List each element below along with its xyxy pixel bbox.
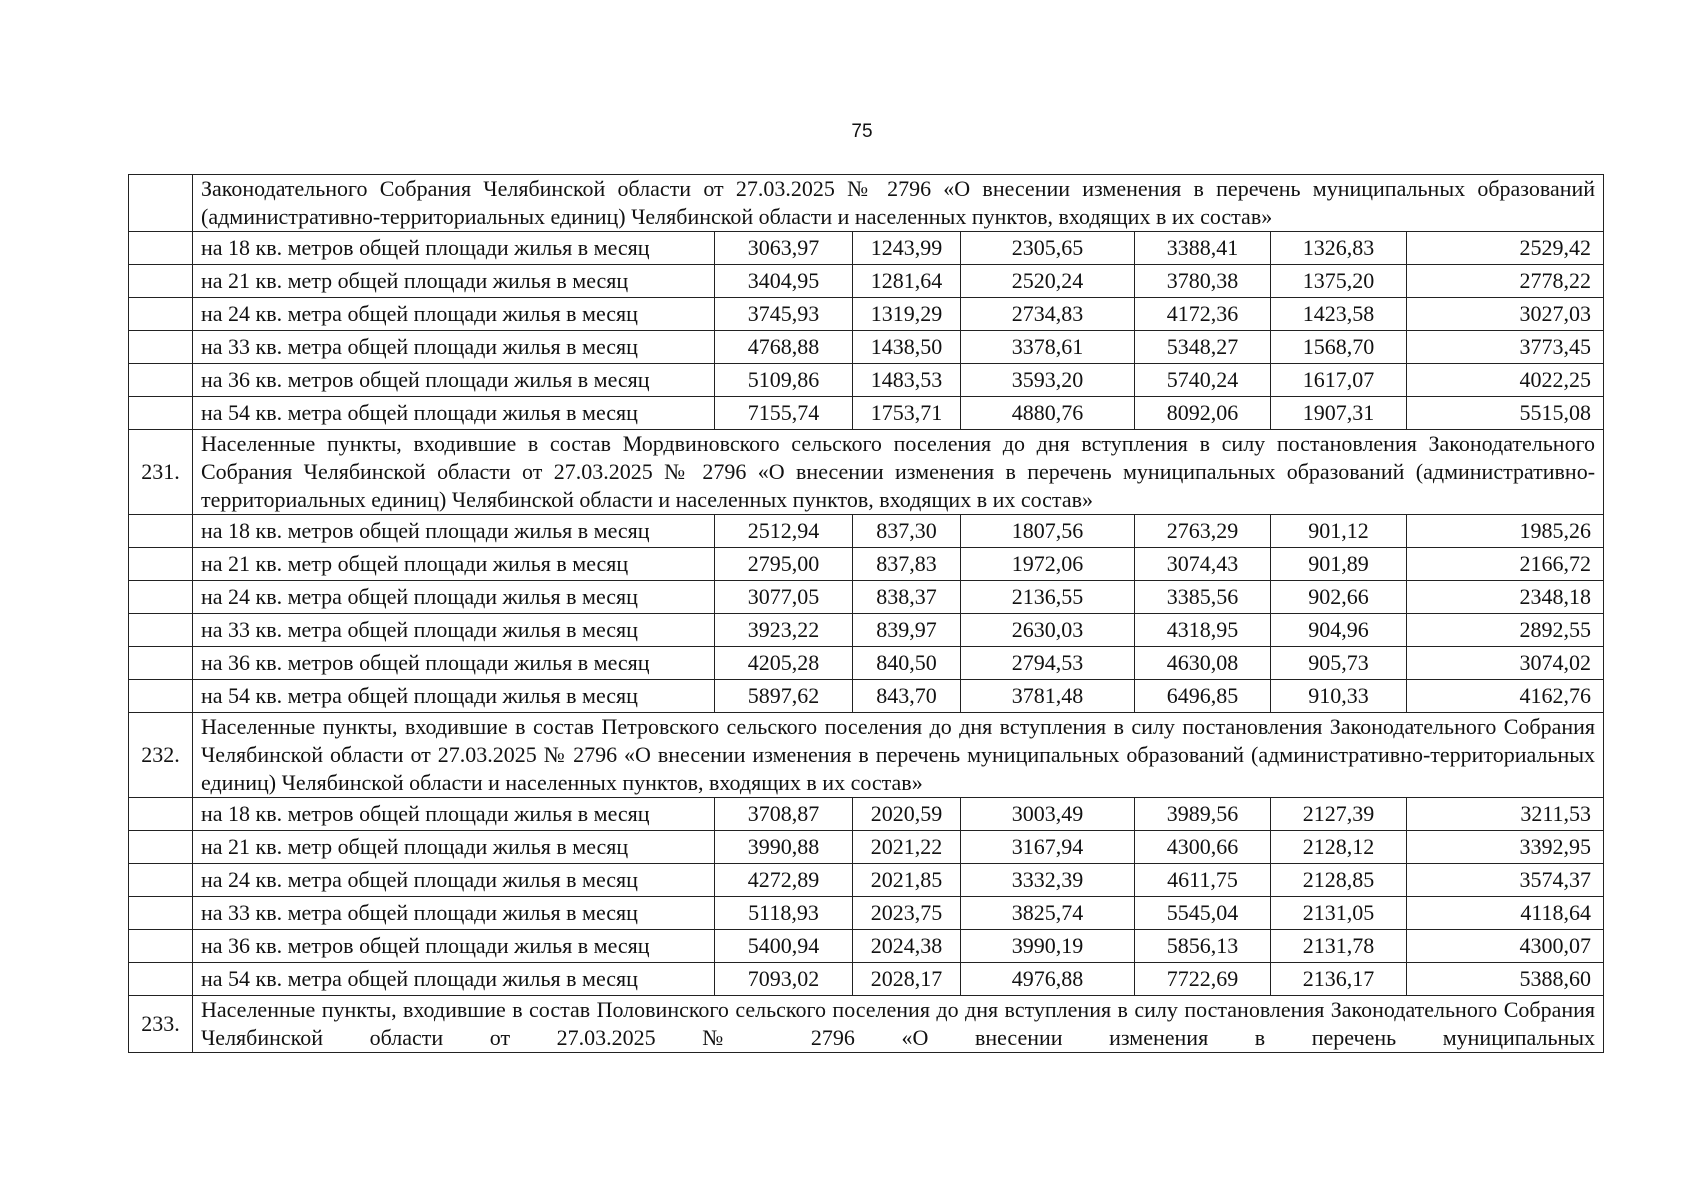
row-number-cell: [129, 515, 193, 548]
value-cell: 2128,12: [1271, 831, 1407, 864]
section-heading: Законодательного Собрания Челябинской области от 27.03.2025 № 2796 «О внесении изменения в перечень муниципальных образований (административно-территориальных единиц) Челябинской области и населенных пунктов, входящих в их состав»: [193, 175, 1604, 232]
row-number-cell: [129, 963, 193, 996]
value-cell: 3063,97: [715, 232, 853, 265]
row-label: на 24 кв. метра общей площади жилья в месяц: [193, 298, 715, 331]
value-cell: 4162,76: [1407, 680, 1604, 713]
table-row: [129, 364, 1604, 397]
value-cell: 5400,94: [715, 930, 853, 963]
row-label: на 21 кв. метр общей площади жилья в месяц: [193, 265, 715, 298]
section-heading: Населенные пункты, входившие в состав Половинского сельского поселения до дня вступления в силу постановления Законодательного Собрания Челябинской области от 27.03.2025 № 2796 «О внесении изменения в перечень муниципальных: [193, 996, 1604, 1053]
value-cell: 3332,39: [961, 864, 1135, 897]
value-cell: 1972,06: [961, 548, 1135, 581]
value-cell: 1375,20: [1271, 265, 1407, 298]
value-cell: 1483,53: [853, 364, 961, 397]
section-heading-row: [129, 996, 1604, 1053]
row-label: на 36 кв. метров общей площади жилья в месяц: [193, 364, 715, 397]
value-cell: 4118,64: [1407, 897, 1604, 930]
value-cell: 2512,94: [715, 515, 853, 548]
value-cell: 7155,74: [715, 397, 853, 430]
value-cell: 3708,87: [715, 798, 853, 831]
table-row: [129, 298, 1604, 331]
value-cell: 4880,76: [961, 397, 1135, 430]
value-cell: 4630,08: [1135, 647, 1271, 680]
table-row: [129, 798, 1604, 831]
value-cell: 2892,55: [1407, 614, 1604, 647]
value-cell: 2127,39: [1271, 798, 1407, 831]
value-cell: 902,66: [1271, 581, 1407, 614]
value-cell: 5545,04: [1135, 897, 1271, 930]
row-label: на 33 кв. метра общей площади жилья в месяц: [193, 897, 715, 930]
table-row: [129, 647, 1604, 680]
table-row: [129, 930, 1604, 963]
row-number-cell: [129, 364, 193, 397]
row-label: на 18 кв. метров общей площади жилья в месяц: [193, 515, 715, 548]
value-cell: 3780,38: [1135, 265, 1271, 298]
section-heading-row: [129, 175, 1604, 232]
table-row: [129, 864, 1604, 897]
value-cell: 3773,45: [1407, 331, 1604, 364]
value-cell: 4976,88: [961, 963, 1135, 996]
row-number-cell: [129, 614, 193, 647]
value-cell: 840,50: [853, 647, 961, 680]
value-cell: 2024,38: [853, 930, 961, 963]
value-cell: 2028,17: [853, 963, 961, 996]
row-label: на 21 кв. метр общей площади жилья в месяц: [193, 548, 715, 581]
value-cell: 5897,62: [715, 680, 853, 713]
value-cell: 2795,00: [715, 548, 853, 581]
value-cell: 3074,02: [1407, 647, 1604, 680]
section-number: 232.: [129, 713, 193, 798]
value-cell: 3990,19: [961, 930, 1135, 963]
row-number-cell: [129, 831, 193, 864]
table-row: [129, 581, 1604, 614]
value-cell: 3378,61: [961, 331, 1135, 364]
row-label: на 18 кв. метров общей площади жилья в месяц: [193, 798, 715, 831]
row-number-cell: [129, 298, 193, 331]
row-number-cell: [129, 331, 193, 364]
value-cell: 1617,07: [1271, 364, 1407, 397]
value-cell: 1438,50: [853, 331, 961, 364]
value-cell: 843,70: [853, 680, 961, 713]
row-number-cell: [129, 680, 193, 713]
value-cell: 7722,69: [1135, 963, 1271, 996]
row-number-cell: [129, 647, 193, 680]
table-row: [129, 397, 1604, 430]
value-cell: 901,12: [1271, 515, 1407, 548]
table-row: [129, 963, 1604, 996]
value-cell: 3825,74: [961, 897, 1135, 930]
value-cell: 2520,24: [961, 265, 1135, 298]
value-cell: 7093,02: [715, 963, 853, 996]
value-cell: 3989,56: [1135, 798, 1271, 831]
value-cell: 5118,93: [715, 897, 853, 930]
value-cell: 2131,05: [1271, 897, 1407, 930]
value-cell: 4172,36: [1135, 298, 1271, 331]
value-cell: 3404,95: [715, 265, 853, 298]
section-number: 233.: [129, 996, 193, 1053]
value-cell: 3593,20: [961, 364, 1135, 397]
value-cell: 3388,41: [1135, 232, 1271, 265]
row-number-cell: [129, 897, 193, 930]
value-cell: 1243,99: [853, 232, 961, 265]
tariff-table: [128, 174, 1604, 1053]
value-cell: 3574,37: [1407, 864, 1604, 897]
value-cell: 837,30: [853, 515, 961, 548]
value-cell: 2778,22: [1407, 265, 1604, 298]
value-cell: 4300,07: [1407, 930, 1604, 963]
row-number-cell: [129, 864, 193, 897]
value-cell: 1281,64: [853, 265, 961, 298]
value-cell: 3781,48: [961, 680, 1135, 713]
table-row: [129, 331, 1604, 364]
value-cell: 4768,88: [715, 331, 853, 364]
value-cell: 2734,83: [961, 298, 1135, 331]
row-label: на 18 кв. метров общей площади жилья в месяц: [193, 232, 715, 265]
row-number-cell: [129, 232, 193, 265]
value-cell: 2136,55: [961, 581, 1135, 614]
value-cell: 1326,83: [1271, 232, 1407, 265]
value-cell: 3990,88: [715, 831, 853, 864]
value-cell: 4272,89: [715, 864, 853, 897]
table-row: [129, 265, 1604, 298]
table-row: [129, 548, 1604, 581]
row-number-cell: [129, 930, 193, 963]
row-label: на 33 кв. метра общей площади жилья в месяц: [193, 331, 715, 364]
value-cell: 3211,53: [1407, 798, 1604, 831]
value-cell: 3385,56: [1135, 581, 1271, 614]
value-cell: 2136,17: [1271, 963, 1407, 996]
value-cell: 4318,95: [1135, 614, 1271, 647]
row-label: на 24 кв. метра общей площади жилья в месяц: [193, 864, 715, 897]
value-cell: 3077,05: [715, 581, 853, 614]
value-cell: 3167,94: [961, 831, 1135, 864]
table-row: [129, 232, 1604, 265]
value-cell: 1753,71: [853, 397, 961, 430]
value-cell: 910,33: [1271, 680, 1407, 713]
section-heading: Населенные пункты, входившие в состав Петровского сельского поселения до дня вступления в силу постановления Законодательного Собрания Челябинской области от 27.03.2025 № 2796 «О внесении изменения в перечень муниципальных образований (административно-территориальных единиц) Челябинской области и населенных пунктов, входящих в их состав»: [193, 713, 1604, 798]
table-row: [129, 897, 1604, 930]
value-cell: 2128,85: [1271, 864, 1407, 897]
value-cell: 3745,93: [715, 298, 853, 331]
value-cell: 4205,28: [715, 647, 853, 680]
row-number-cell: [129, 798, 193, 831]
value-cell: 2021,85: [853, 864, 961, 897]
value-cell: 3027,03: [1407, 298, 1604, 331]
value-cell: 3392,95: [1407, 831, 1604, 864]
row-label: на 24 кв. метра общей площади жилья в месяц: [193, 581, 715, 614]
row-label: на 54 кв. метра общей площади жилья в месяц: [193, 963, 715, 996]
row-number-cell: [129, 265, 193, 298]
row-number-cell: [129, 548, 193, 581]
value-cell: 5515,08: [1407, 397, 1604, 430]
value-cell: 2166,72: [1407, 548, 1604, 581]
value-cell: 2021,22: [853, 831, 961, 864]
page-number: 75: [851, 121, 873, 142]
value-cell: 4022,25: [1407, 364, 1604, 397]
value-cell: 1985,26: [1407, 515, 1604, 548]
value-cell: 5388,60: [1407, 963, 1604, 996]
value-cell: 905,73: [1271, 647, 1407, 680]
value-cell: 3923,22: [715, 614, 853, 647]
value-cell: 2763,29: [1135, 515, 1271, 548]
value-cell: 5856,13: [1135, 930, 1271, 963]
value-cell: 1568,70: [1271, 331, 1407, 364]
value-cell: 1907,31: [1271, 397, 1407, 430]
value-cell: 838,37: [853, 581, 961, 614]
value-cell: 2529,42: [1407, 232, 1604, 265]
value-cell: 3003,49: [961, 798, 1135, 831]
value-cell: 1807,56: [961, 515, 1135, 548]
value-cell: 2023,75: [853, 897, 961, 930]
section-heading-row: [129, 430, 1604, 515]
value-cell: 4611,75: [1135, 864, 1271, 897]
value-cell: 8092,06: [1135, 397, 1271, 430]
value-cell: 1423,58: [1271, 298, 1407, 331]
value-cell: 4300,66: [1135, 831, 1271, 864]
row-label: на 36 кв. метров общей площади жилья в месяц: [193, 647, 715, 680]
value-cell: 2305,65: [961, 232, 1135, 265]
value-cell: 3074,43: [1135, 548, 1271, 581]
value-cell: 901,89: [1271, 548, 1407, 581]
section-number: [129, 175, 193, 232]
value-cell: 837,83: [853, 548, 961, 581]
row-number-cell: [129, 397, 193, 430]
table-row: [129, 515, 1604, 548]
table-row: [129, 680, 1604, 713]
value-cell: 2794,53: [961, 647, 1135, 680]
row-label: на 21 кв. метр общей площади жилья в месяц: [193, 831, 715, 864]
value-cell: 5740,24: [1135, 364, 1271, 397]
value-cell: 904,96: [1271, 614, 1407, 647]
value-cell: 2348,18: [1407, 581, 1604, 614]
value-cell: 2020,59: [853, 798, 961, 831]
section-heading: Населенные пункты, входившие в состав Мордвиновского сельского поселения до дня вступления в силу постановления Законодательного Собрания Челябинской области от 27.03.2025 № 2796 «О внесении изменения в перечень муниципальных образований (административно-территориальных единиц) Челябинской области и населенных пунктов, входящих в их состав»: [193, 430, 1604, 515]
section-number: 231.: [129, 430, 193, 515]
value-cell: 839,97: [853, 614, 961, 647]
table-row: [129, 831, 1604, 864]
row-label: на 54 кв. метра общей площади жилья в месяц: [193, 680, 715, 713]
row-label: на 36 кв. метров общей площади жилья в месяц: [193, 930, 715, 963]
value-cell: 5348,27: [1135, 331, 1271, 364]
table-row: [129, 614, 1604, 647]
value-cell: 6496,85: [1135, 680, 1271, 713]
row-label: на 54 кв. метра общей площади жилья в месяц: [193, 397, 715, 430]
value-cell: 1319,29: [853, 298, 961, 331]
row-label: на 33 кв. метра общей площади жилья в месяц: [193, 614, 715, 647]
value-cell: 5109,86: [715, 364, 853, 397]
section-heading-row: [129, 713, 1604, 798]
value-cell: 2630,03: [961, 614, 1135, 647]
table-body: [129, 175, 1604, 1053]
row-number-cell: [129, 581, 193, 614]
value-cell: 2131,78: [1271, 930, 1407, 963]
